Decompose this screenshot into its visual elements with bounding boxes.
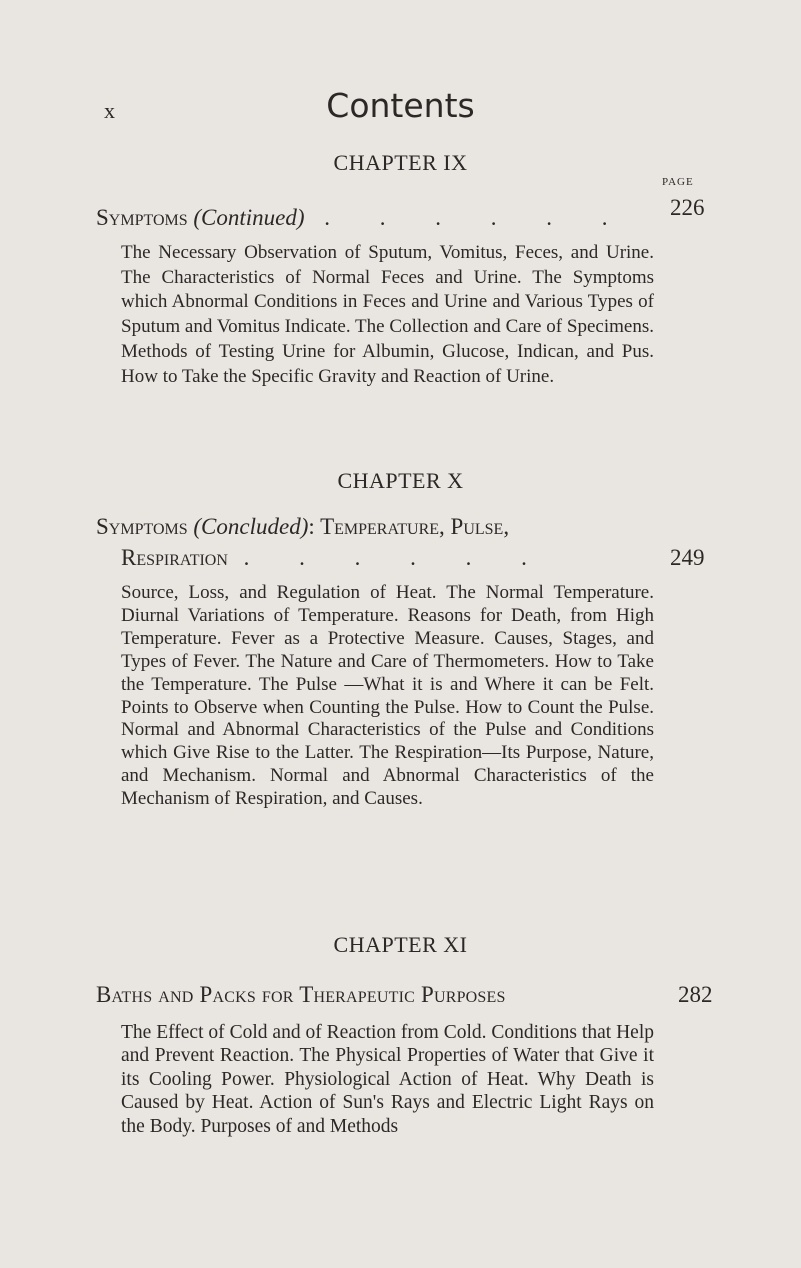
chapter-x-title-line2-text: Respiration [121, 545, 228, 570]
chapter-x-title-italic: (Concluded) [193, 514, 309, 539]
chapter-x-title-rest: : Temperature, Pulse, [308, 514, 510, 539]
chapter-ix-page: 226 [670, 195, 705, 220]
chapter-x-title-line1 [96, 514, 509, 540]
chapter-xi-description: The Effect of Cold and of Reaction from Cold. Conditions that Help and Prevent Reaction. The Physical Properties of Water that Give it its Cooling Power. Physiological Action of Heat. Why Death is Caused by Heat. Action of Sun's Rays and Electric Light Rays on the Body. Purposes of and Methods [121, 1022, 654, 1137]
chapter-ix-title [96, 205, 630, 231]
page-number: x [104, 98, 115, 123]
chapter-xi-title: Baths and Packs for Therapeutic Purposes [96, 982, 506, 1007]
chapter-ix-description: The Necessary Observation of Sputum, Vomitus, Feces, and Urine. The Characteristics of Normal Feces and Urine. The Symptoms which Abnormal Conditions in Feces and Urine and Various Types of Sputum and Vomitus Indicate. The Collection and Care of Specimens. Methods of Testing Urine for Albumin, Glucose, Indican, and Pus. How to Take the Specific Gravity and Reaction of Urine. [121, 242, 654, 387]
chapter-x-heading: CHAPTER X [337, 468, 464, 493]
page-column-label: PAGE [662, 176, 694, 188]
chapter-ix-title-italic: (Continued) [193, 205, 305, 230]
chapter-ix-heading: CHAPTER IX [333, 150, 468, 175]
chapter-x-title-main: Symptoms [96, 514, 188, 539]
chapter-ix-title-main: Symptoms [96, 205, 188, 230]
chapter-x-leader: . . . . . . [243, 545, 549, 570]
chapter-x-page: 249 [670, 545, 705, 570]
chapter-x-description: Source, Loss, and Regulation of Heat. The Normal Temperature. Diurnal Variations of Temperature. Reasons for Death, from High Temperature. Fever as a Protective Measure. Causes, Stages, and Types of Fever. The Nature and Care of Thermometers. How to Take the Temperature. The Pulse —What it is and Where it can be Felt. Points to Observe when Counting the Pulse. How to Count the Pulse. Normal and Abnormal Characteristics of the Pulse and Conditions which Give Rise to the Latter. The Respiration—Its Purpose, Nature, and Mechanism. Normal and Abnormal Characteristics of the Mechanism of Respiration, and Causes. [121, 582, 654, 810]
chapter-xi-page: 282 [678, 982, 713, 1007]
chapter-xi-heading: CHAPTER XI [333, 932, 468, 957]
page-title: Contents [326, 86, 475, 125]
chapter-x-title-line2 [121, 545, 549, 571]
chapter-ix-leader: . . . . . . [324, 205, 630, 230]
